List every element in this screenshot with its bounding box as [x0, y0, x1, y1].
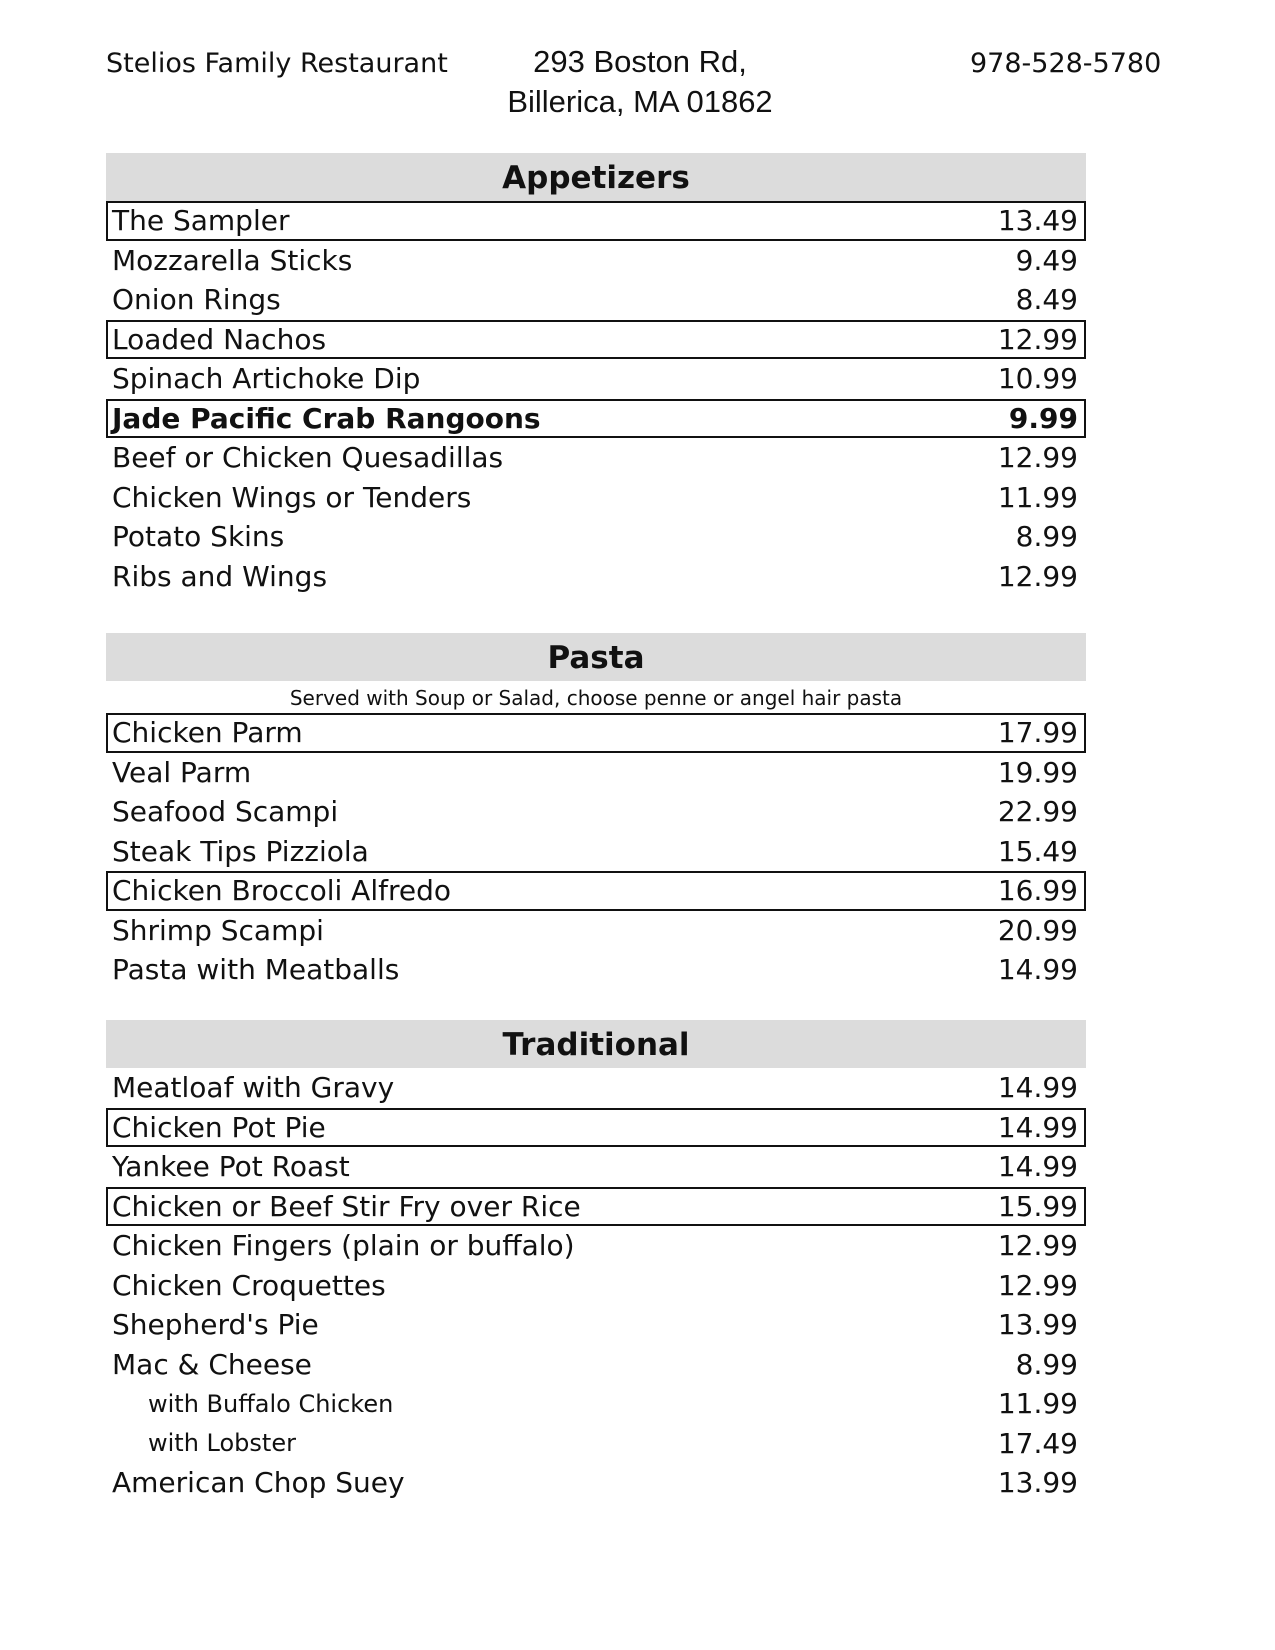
item-price: 15.49: [997, 834, 1078, 868]
item-price: 13.99: [997, 1308, 1078, 1342]
item-name: Chicken Fingers (plain or buffalo): [112, 1229, 575, 1263]
item-price: 12.99: [997, 322, 1078, 356]
item-name: Potato Skins: [112, 520, 285, 554]
item-price: 13.49: [997, 204, 1078, 238]
menu-item: [106, 201, 1086, 241]
menu-item-featured: [106, 399, 1086, 439]
section-note-pasta: Served with Soup or Salad, choose penne or angel hair pasta: [289, 686, 903, 710]
section-title-pasta: Pasta: [106, 633, 1086, 681]
menu-item: [106, 871, 1086, 911]
item-name: Chicken Parm: [112, 716, 303, 750]
menu-item: [106, 557, 1086, 597]
item-price: 20.99: [997, 913, 1078, 947]
item-name: Mozzarella Sticks: [112, 243, 353, 277]
menu-item: [106, 1187, 1086, 1227]
item-name: Steak Tips Pizziola: [112, 834, 369, 868]
item-price: 12.99: [997, 1268, 1078, 1302]
menu-item: [106, 320, 1086, 360]
item-name: Chicken or Beef Stir Fry over Rice: [112, 1189, 581, 1223]
menu-item: [106, 478, 1086, 518]
menu-item: [106, 241, 1086, 281]
item-price: 19.99: [997, 755, 1078, 789]
item-name: Loaded Nachos: [112, 322, 327, 356]
item-name: Pasta with Meatballs: [112, 953, 400, 987]
item-price: 11.99: [997, 480, 1078, 514]
item-price: 8.99: [1015, 520, 1078, 554]
item-name: Chicken Croquettes: [112, 1268, 386, 1302]
item-price: 22.99: [997, 795, 1078, 829]
menu-item: [106, 1108, 1086, 1148]
item-name: Shepherd's Pie: [112, 1308, 319, 1342]
address-line-2: Billerica, MA 01862: [507, 84, 773, 119]
menu-item: [106, 359, 1086, 399]
item-price: 15.99: [997, 1189, 1078, 1223]
menu-item: [106, 911, 1086, 951]
traditional-section: [106, 1020, 1086, 1503]
item-price: 9.99: [1008, 401, 1078, 435]
item-price: 14.99: [997, 1150, 1078, 1184]
item-name: Jade Pacific Crab Rangoons: [112, 401, 541, 435]
item-price: 8.49: [1015, 283, 1078, 317]
item-name: Ribs and Wings: [112, 559, 328, 593]
item-price: 17.49: [997, 1426, 1078, 1460]
pasta-section: [106, 633, 1086, 990]
item-name: The Sampler: [112, 204, 290, 238]
item-price: 14.99: [997, 1071, 1078, 1105]
item-price: 14.99: [997, 953, 1078, 987]
address-line-1: 293 Boston Rd,: [533, 44, 747, 79]
menu-item: [106, 517, 1086, 557]
menu-item-variant: [106, 1384, 1086, 1424]
item-name: American Chop Suey: [112, 1466, 405, 1500]
item-price: 17.99: [997, 716, 1078, 750]
item-price: 16.99: [997, 874, 1078, 908]
menu-item: [106, 713, 1086, 753]
restaurant-name: Stelios Family Restaurant: [106, 48, 448, 79]
menu-item: [106, 1068, 1086, 1108]
menu-item: [106, 280, 1086, 320]
item-price: 9.49: [1015, 243, 1078, 277]
item-name: with Buffalo Chicken: [148, 1389, 394, 1418]
item-price: 11.99: [997, 1387, 1078, 1421]
menu-item: [106, 1147, 1086, 1187]
item-name: Chicken Broccoli Alfredo: [112, 874, 451, 908]
menu-item: [106, 753, 1086, 793]
item-name: Veal Parm: [112, 755, 252, 789]
menu-item: [106, 792, 1086, 832]
restaurant-phone: 978-528-5780: [970, 48, 1162, 79]
menu-item: [106, 1226, 1086, 1266]
item-name: Yankee Pot Roast: [112, 1150, 350, 1184]
item-name: with Lobster: [148, 1429, 296, 1458]
menu-item: [106, 438, 1086, 478]
menu-item: [106, 1345, 1086, 1385]
item-name: Chicken Wings or Tenders: [112, 480, 472, 514]
item-name: Chicken Pot Pie: [112, 1110, 326, 1144]
menu-item-variant: [106, 1424, 1086, 1464]
menu-item: [106, 1305, 1086, 1345]
item-price: 12.99: [997, 441, 1078, 475]
item-price: 12.99: [997, 559, 1078, 593]
item-name: Spinach Artichoke Dip: [112, 362, 421, 396]
item-price: 10.99: [997, 362, 1078, 396]
item-price: 14.99: [997, 1110, 1078, 1144]
item-name: Mac & Cheese: [112, 1347, 312, 1381]
item-price: 8.99: [1015, 1347, 1078, 1381]
item-name: Meatloaf with Gravy: [112, 1071, 395, 1105]
menu-header: [0, 0, 1275, 140]
restaurant-address: [480, 42, 800, 122]
item-name: Seafood Scampi: [112, 795, 339, 829]
menu-item: [106, 1463, 1086, 1503]
section-title-appetizers: Appetizers: [106, 153, 1086, 201]
menu-item: [106, 950, 1086, 990]
appetizers-section: [106, 153, 1086, 596]
menu-item: [106, 832, 1086, 872]
item-price: 12.99: [997, 1229, 1078, 1263]
item-price: 13.99: [997, 1466, 1078, 1500]
menu-item: [106, 1266, 1086, 1306]
section-title-traditional: Traditional: [106, 1020, 1086, 1068]
item-name: Beef or Chicken Quesadillas: [112, 441, 504, 475]
item-name: Shrimp Scampi: [112, 913, 324, 947]
item-name: Onion Rings: [112, 283, 281, 317]
